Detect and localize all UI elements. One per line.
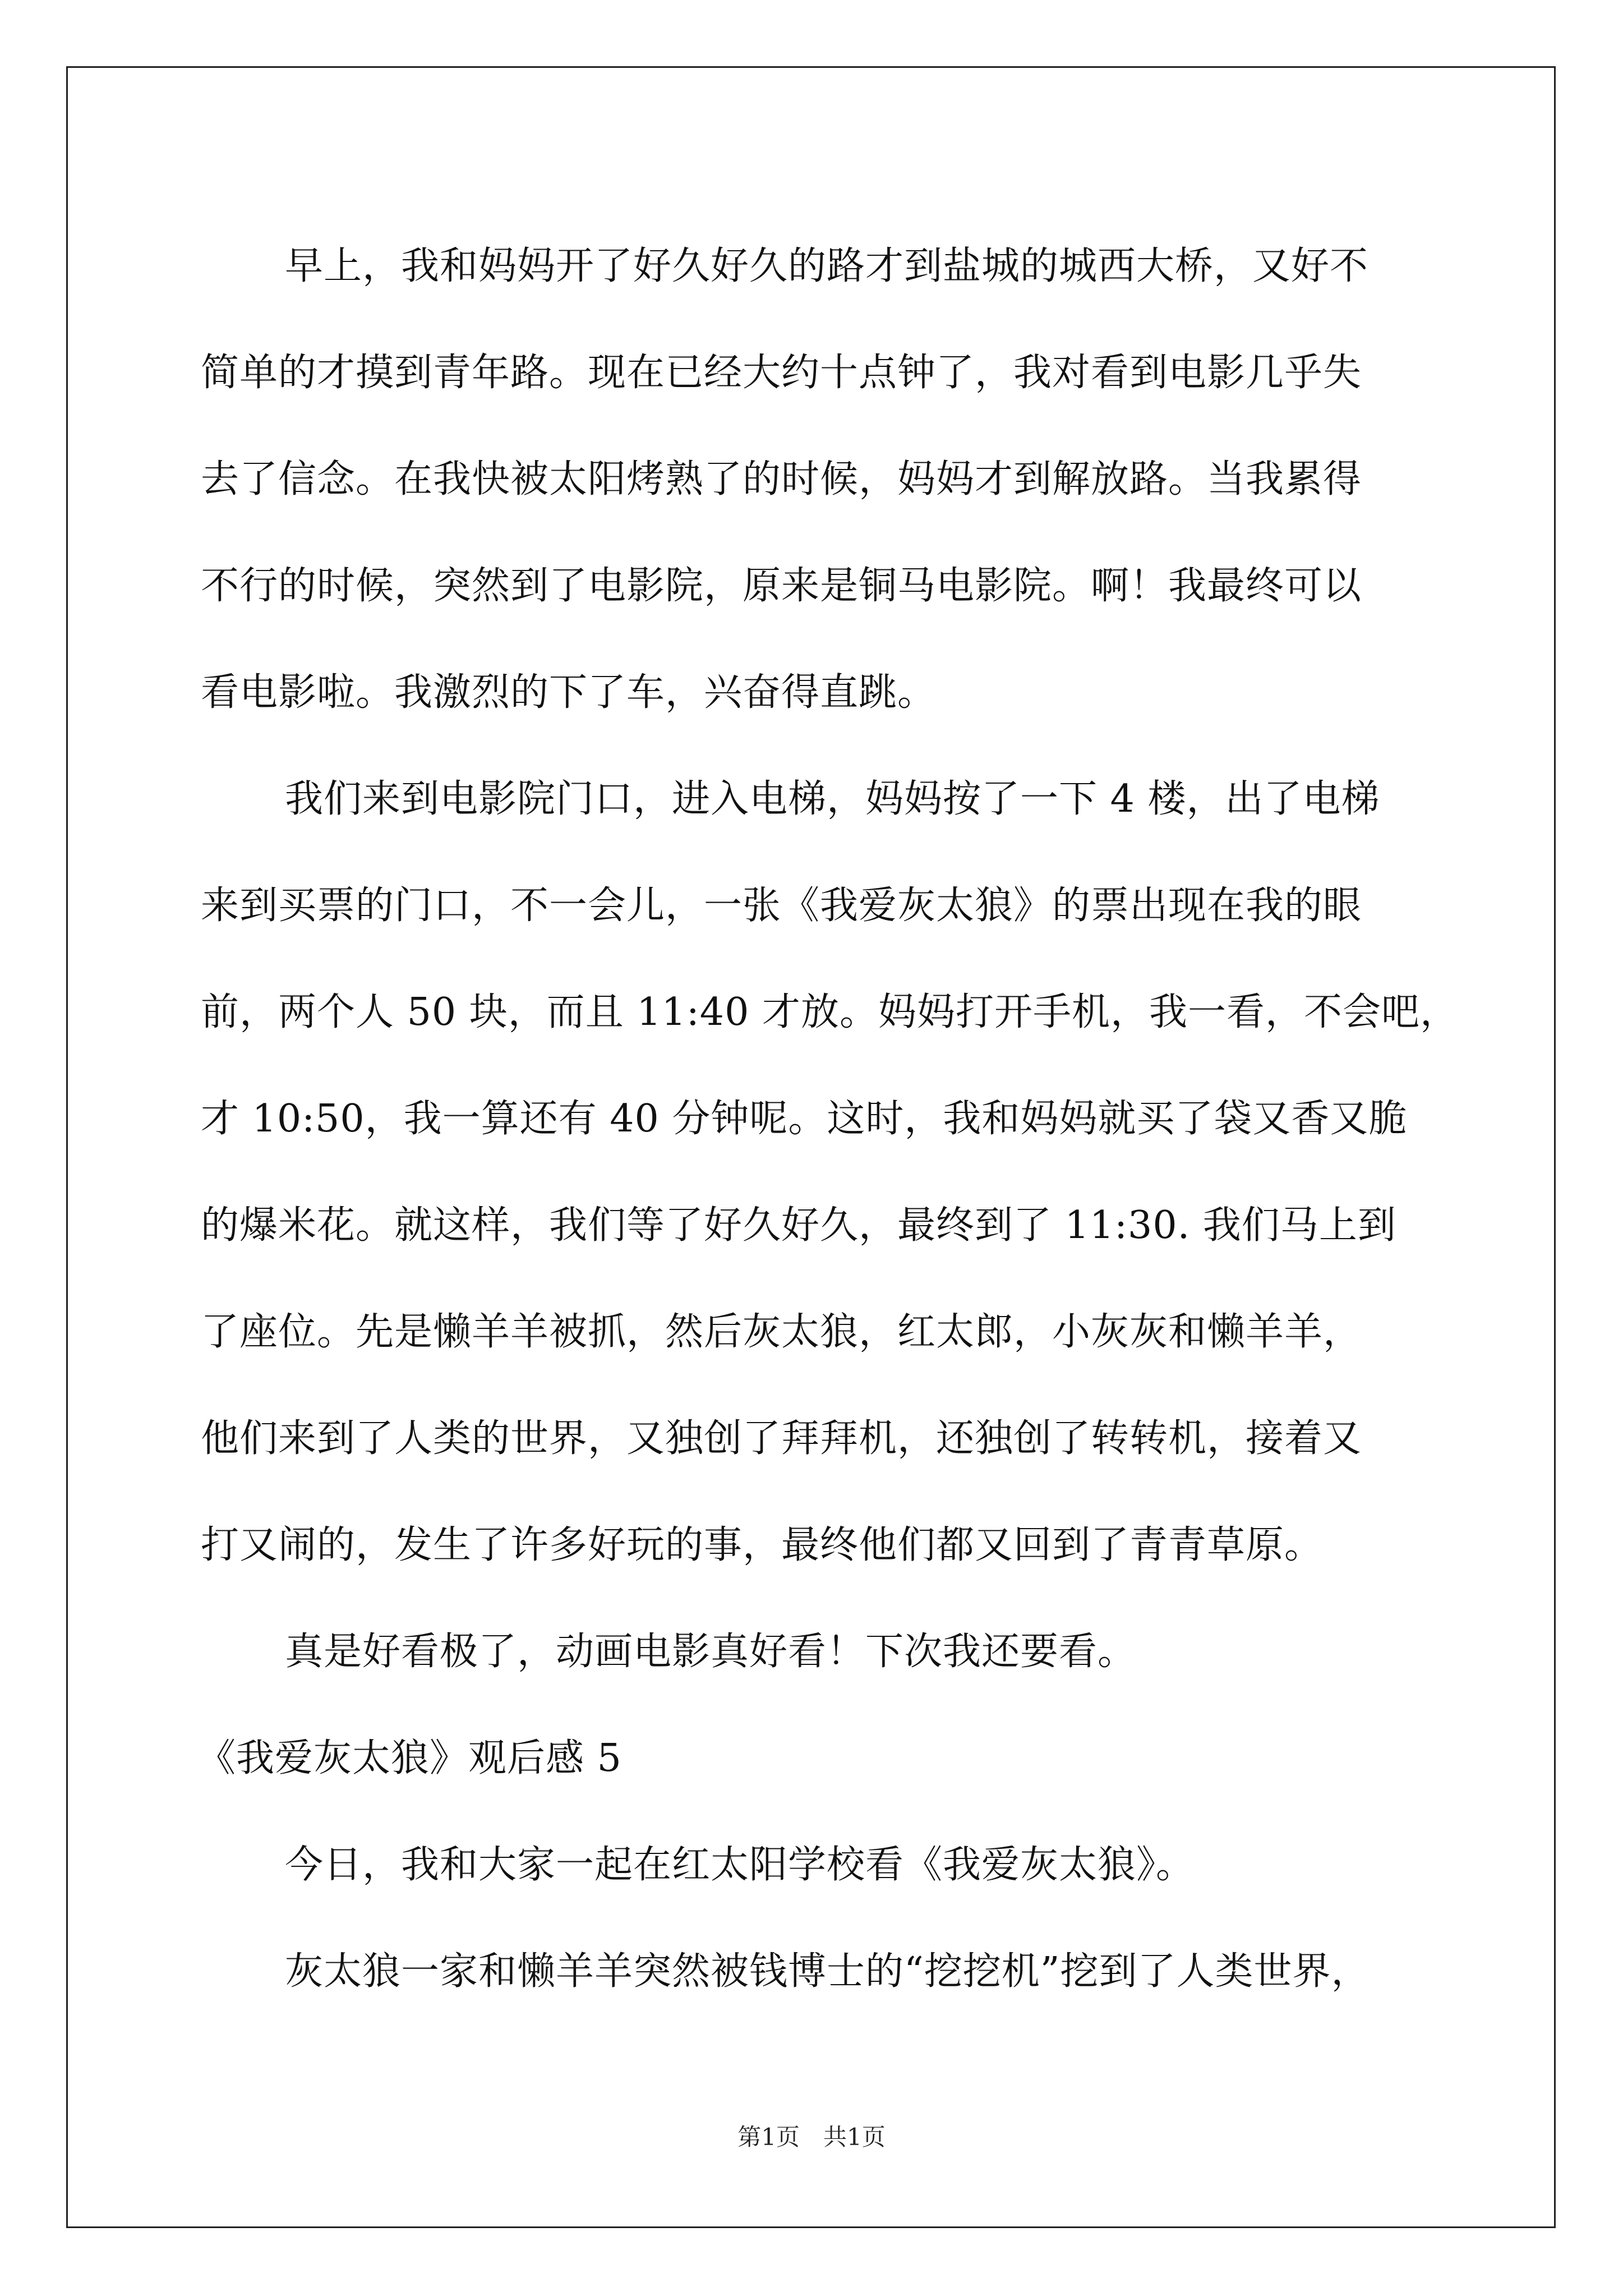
text-line: 灰太狼一家和懒羊羊突然被钱博士的“挖挖机”挖到了人类世界， bbox=[285, 1949, 1370, 1994]
text-line: 他们来到了人类的世界，又独创了拜拜机，还独创了转转机，接着又 bbox=[201, 1416, 1362, 1461]
text-line: 前，两个人 50 块，而且 11:40 才放。妈妈打开手机，我一看，不会吧， bbox=[201, 990, 1459, 1034]
text-line: 来到买票的门口，不一会儿，一张《我爱灰太狼》的票出现在我的眼 bbox=[201, 884, 1362, 928]
text-line: 简单的才摸到青年路。现在已经大约十点钟了，我对看到电影几乎失 bbox=[201, 351, 1362, 395]
text-line: 今日，我和大家一起在红太阳学校看《我爱灰太狼》。 bbox=[285, 1843, 1195, 1887]
text-line: 打又闹的，发生了许多好玩的事，最终他们都又回到了青青草原。 bbox=[201, 1523, 1324, 1567]
page-number-footer: 第1页 共1页 bbox=[737, 2123, 886, 2151]
section-heading: 《我爱灰太狼》观后感 5 bbox=[197, 1736, 622, 1780]
text-line: 我们来到电影院门口，进入电梯，妈妈按了一下 4 楼，出了电梯 bbox=[285, 777, 1380, 821]
text-line: 去了信念。在我快被太阳烤熟了的时候，妈妈才到解放路。当我累得 bbox=[201, 457, 1362, 501]
text-line: 看电影啦。我激烈的下了车，兴奋得直跳。 bbox=[201, 670, 937, 715]
text-line: 早上，我和妈妈开了好久好久的路才到盐城的城西大桥，又好不 bbox=[285, 244, 1369, 288]
text-line: 才 10:50，我一算还有 40 分钟呢。这时，我和妈妈就买了袋又香又脆 bbox=[201, 1097, 1408, 1141]
text-line: 了座位。先是懒羊羊被抓，然后灰太狼，红太郎，小灰灰和懒羊羊， bbox=[201, 1310, 1362, 1354]
text-line: 的爆米花。就这样，我们等了好久好久，最终到了 11:30. 我们马上到 bbox=[201, 1203, 1396, 1248]
text-line: 不行的时候，突然到了电影院，原来是铜马电影院。啊！我最终可以 bbox=[201, 564, 1362, 608]
text-line: 真是好看极了，动画电影真好看！下次我还要看。 bbox=[285, 1630, 1137, 1674]
document-body bbox=[197, 213, 1459, 2025]
